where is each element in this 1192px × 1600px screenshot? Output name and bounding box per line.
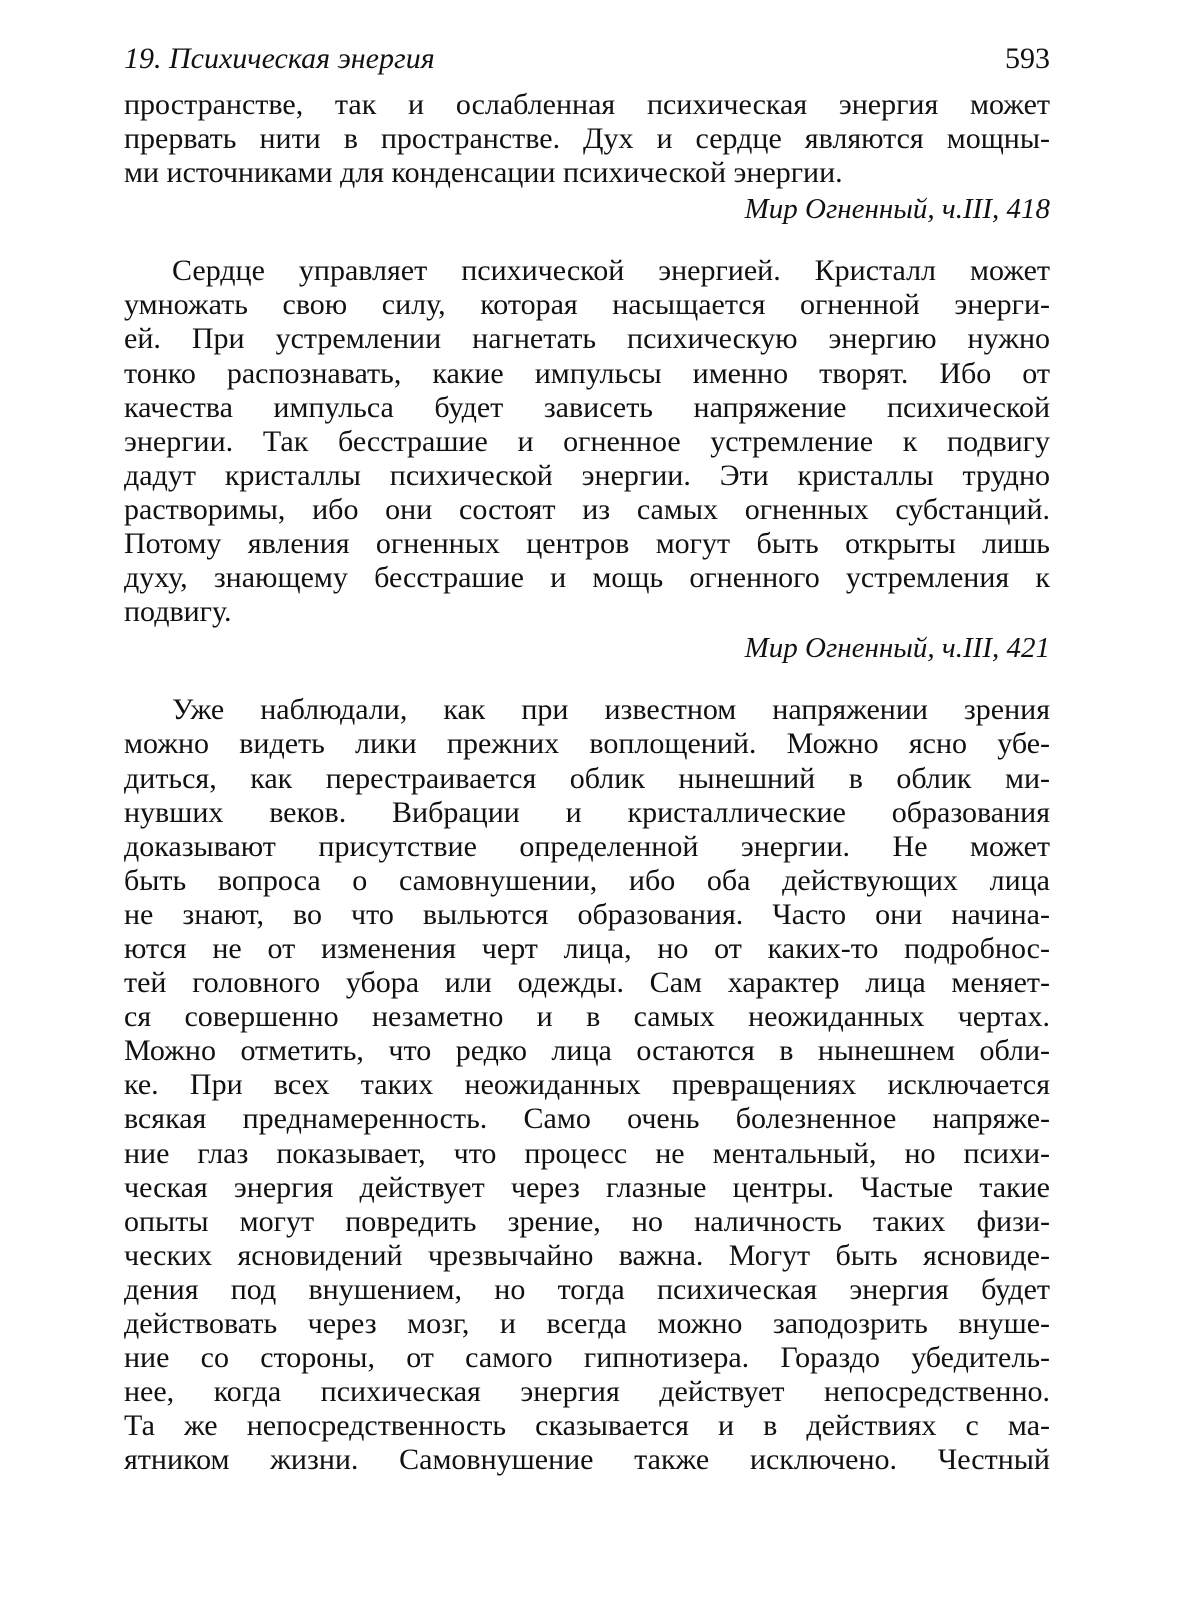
text-line: тей головного убора или одежды. Сам характер лица меняет-: [124, 966, 1050, 1000]
text-line: ческих ясновидений чрезвычайно важна. Могут быть ясновиде-: [124, 1238, 1050, 1272]
paragraph: [124, 254, 1050, 667]
text-line: дадут кристаллы психической энергии. Эти кристаллы трудно: [124, 458, 1050, 492]
quote-source: Мир Огненный, ч.III, 421: [744, 632, 1050, 665]
text-line: дения под внушением, но тогда психическая энергия будет: [124, 1272, 1050, 1306]
text-line: прервать нити в пространстве. Дух и сердце являются мощны-: [124, 122, 1050, 156]
text-line: духу, знающему бесстрашие и мощь огненного устремления к: [124, 561, 1050, 595]
text-line: Можно отметить, что редко лица остаются в нынешнем обли-: [124, 1034, 1050, 1068]
text-line: тонко распознавать, какие импульсы именно творят. Ибо от: [124, 356, 1050, 390]
text-line: ются не от изменения черт лица, но от каких-то подробнос-: [124, 931, 1050, 965]
text-line: действовать через мозг, и всегда можно заподозрить внуше-: [124, 1307, 1050, 1340]
text-line: ке. При всех таких неожиданных превращениях исключается: [124, 1068, 1050, 1102]
text-line: доказывают присутствие определенной энергии. Не может: [124, 829, 1050, 863]
text-line: ческая энергия действует через глазные центры. Частые такие: [124, 1170, 1050, 1204]
text-line: не знают, во что выльются образования. Часто они начина-: [124, 897, 1050, 931]
text-line: умножать свою силу, которая насыщается огненной энерги-: [124, 288, 1050, 322]
text-line: Уже наблюдали, как при известном напряжении зрения: [172, 693, 1050, 727]
text-line: Потому явления огненных центров могут быть открыты лишь: [124, 527, 1050, 561]
text-line: всякая преднамеренность. Само очень болезненное напряже-: [124, 1102, 1050, 1136]
quote-source: Мир Огненный, ч.III, 418: [744, 193, 1050, 226]
text-line: ние со стороны, от самого гипнотизера. Гораздо убедитель-: [124, 1341, 1050, 1375]
text-line: энергии. Так бесстрашие и огненное устремление к подвигу: [124, 424, 1050, 458]
text-line: быть вопроса о самовнушении, ибо оба действующих лица: [124, 863, 1050, 897]
text-line: ятником жизни. Самовнушение также исключено. Честный: [124, 1443, 1050, 1477]
text-line: Та же непосредственность сказывается и в действиях с ма-: [124, 1409, 1050, 1443]
page-number: 593: [1005, 42, 1050, 75]
text-line: ние глаз показывает, что процесс не ментальный, но психи-: [124, 1136, 1050, 1170]
text-line: Сердце управляет психической энергией. Кристалл может: [172, 254, 1050, 288]
text-line: подвигу.: [124, 595, 232, 629]
chapter-title: 19. Психическая энергия: [124, 42, 435, 75]
text-line: ей. При устремлении нагнетать психическую энергию нужно: [124, 322, 1050, 356]
text-line: ми источниками для конденсации психической энергии.: [124, 156, 843, 190]
book-page: [124, 40, 1050, 1477]
text-line: можно видеть лики прежних воплощений. Можно ясно убе-: [124, 727, 1050, 761]
text-line: опыты могут повредить зрение, но наличность таких физи-: [124, 1204, 1050, 1238]
text-line: ся совершенно незаметно и в самых неожиданных чертах.: [124, 1000, 1050, 1034]
running-header: [124, 40, 1050, 88]
text-line: нувших веков. Вибрации и кристаллические образования: [124, 795, 1050, 829]
text-line: растворимы, ибо они состоят из самых огненных субстанций.: [124, 492, 1050, 526]
page-body: [124, 88, 1050, 1477]
paragraph: [124, 88, 1050, 228]
text-line: диться, как перестраивается облик нынешний в облик ми-: [124, 761, 1050, 795]
text-line: нее, когда психическая энергия действует непосредственно.: [124, 1375, 1050, 1409]
text-line: качества импульса будет зависеть напряжение психической: [124, 390, 1050, 424]
paragraph: [124, 693, 1050, 1477]
text-line: пространстве, так и ослабленная психическая энергия может: [124, 88, 1050, 121]
